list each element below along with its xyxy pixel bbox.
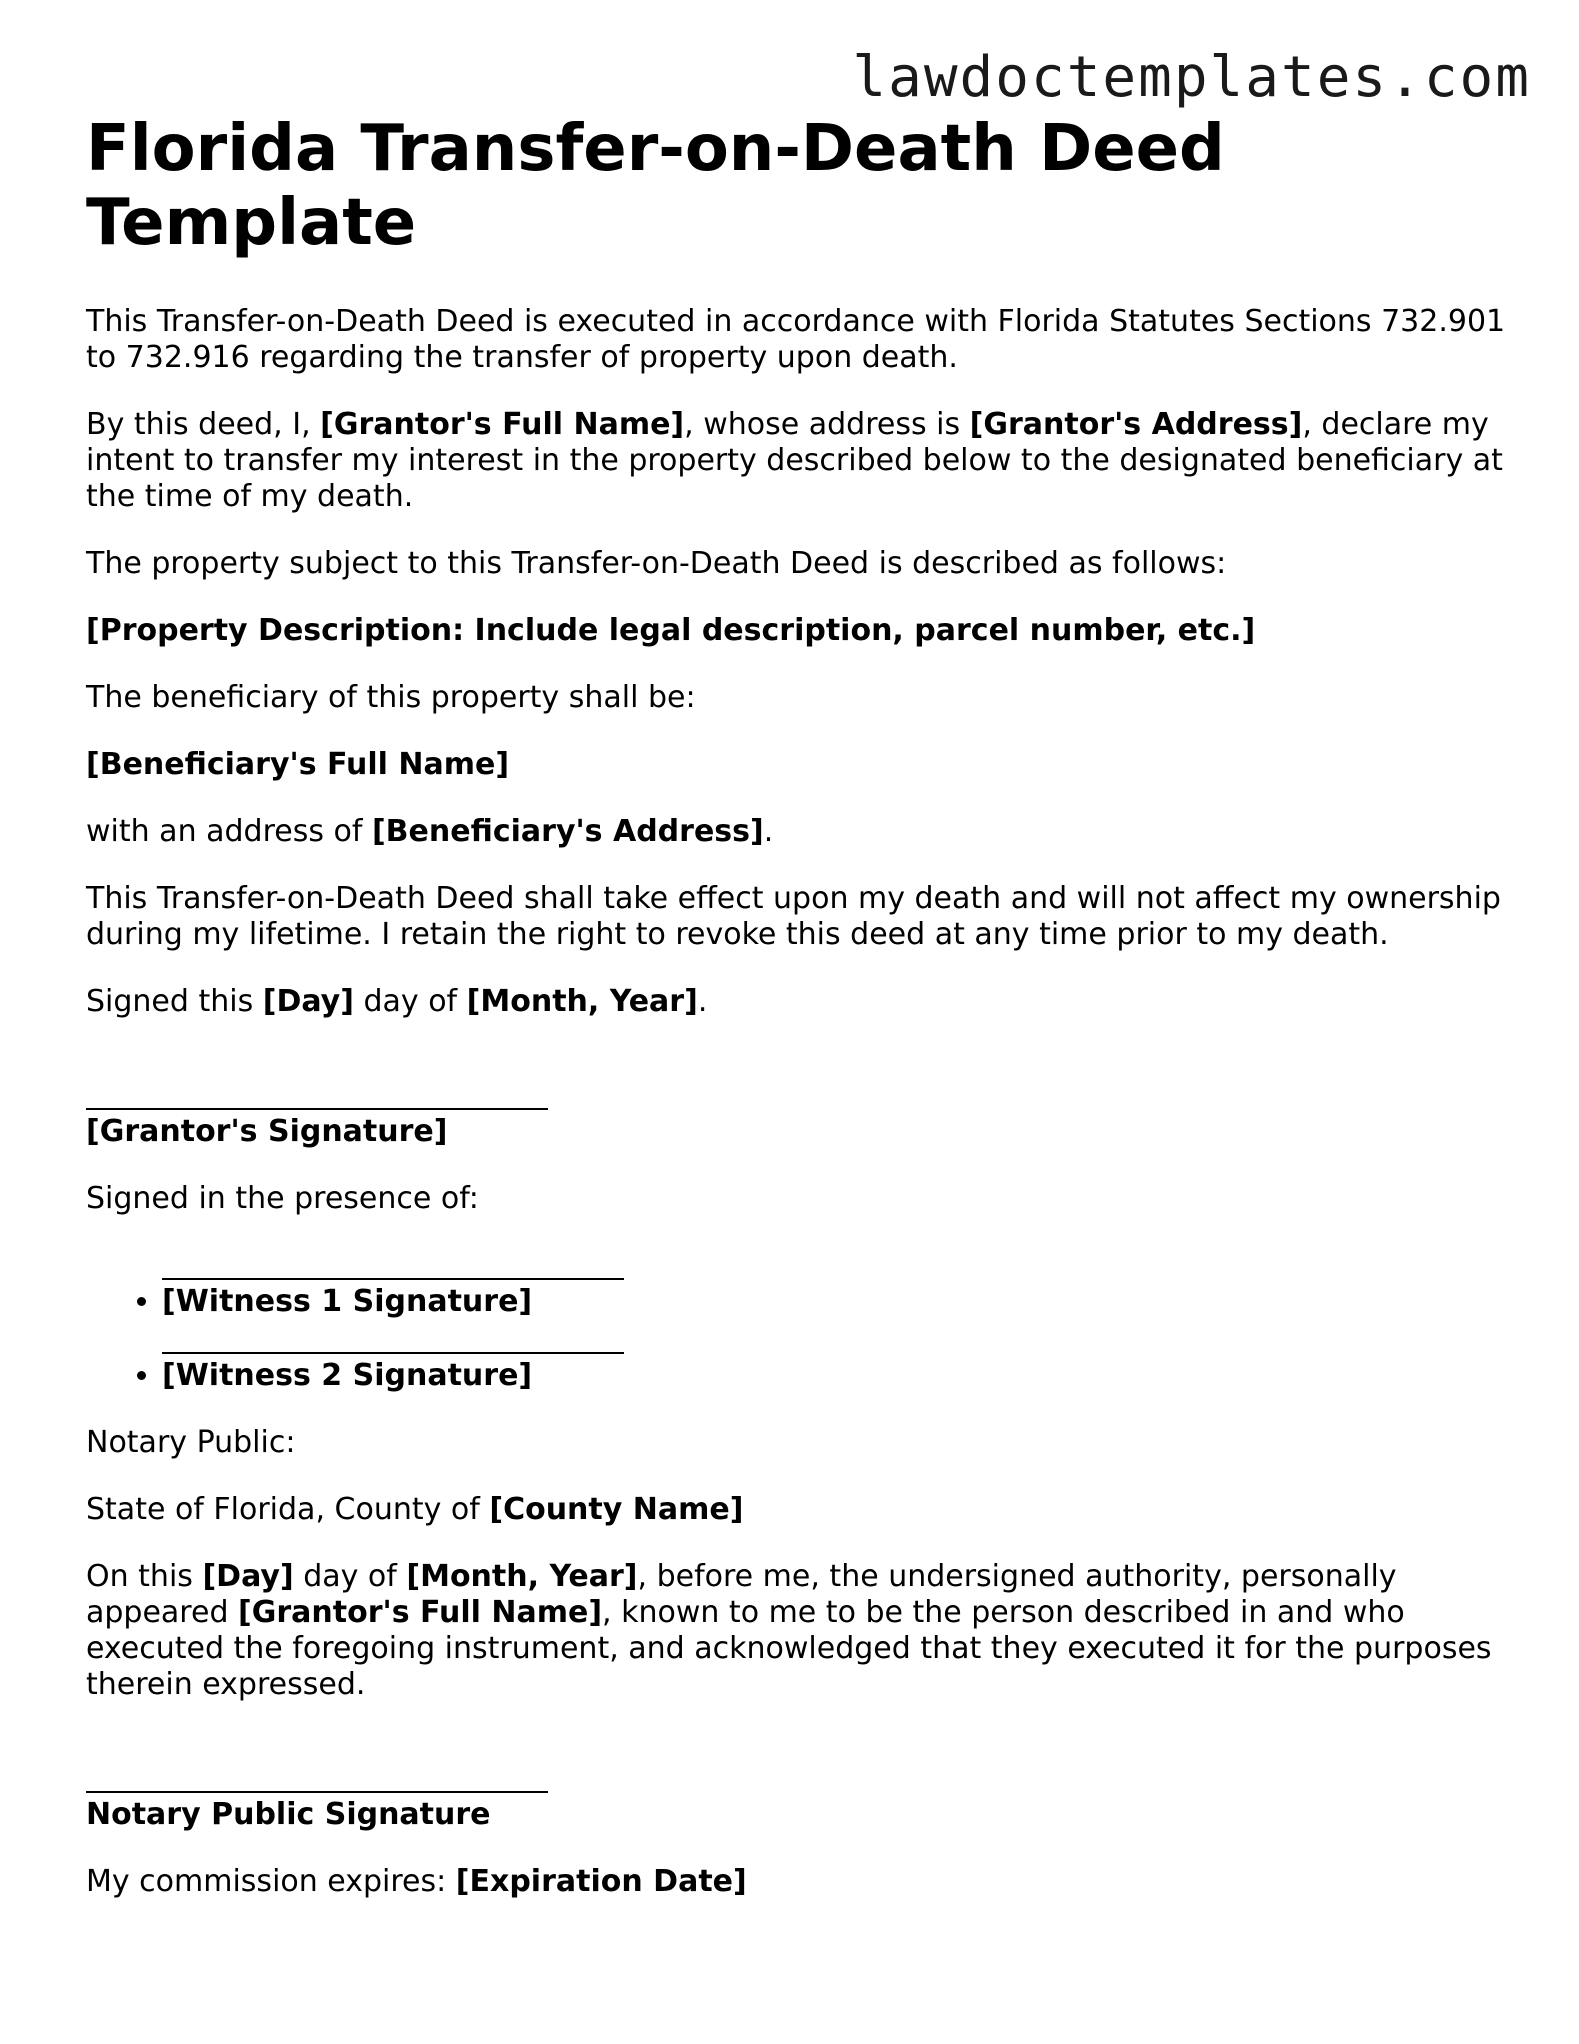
witness-list xyxy=(86,1248,1506,1394)
beneficiary-intro-paragraph: The beneficiary of this property shall be: xyxy=(86,680,696,715)
text: On this xyxy=(86,1559,203,1594)
intro-paragraph: This Transfer-on-Death Deed is executed in accordance with Florida Statutes Sections 732.901 to 732.916 regarding the transfer of property upon death. xyxy=(86,304,1506,375)
commission-paragraph xyxy=(86,1864,1506,1900)
day-placeholder: [Day] xyxy=(202,1559,294,1594)
beneficiary-name-placeholder xyxy=(86,747,1506,783)
text: , before me, the undersigned authority, personally appeared xyxy=(86,1559,1397,1630)
witness-1-signature-label: • [Witness 1 Signature] xyxy=(162,1284,533,1319)
text: . xyxy=(697,984,708,1019)
property-description-text: [Property Description: Include legal description, parcel number, etc.] xyxy=(86,613,1256,648)
text: State of Florida, County of xyxy=(86,1492,490,1527)
notary-signature-block xyxy=(86,1761,1506,1833)
beneficiary-address-placeholder: [Beneficiary's Address] xyxy=(371,814,764,849)
text: My commission expires: xyxy=(86,1864,456,1899)
text: Signed this xyxy=(86,984,263,1019)
notary-signature-label: Notary Public Signature xyxy=(86,1797,491,1832)
text: , known to me to be the person described in and who executed the foregoing instrument, and acknowledged that they executed it for the purposes therein expressed. xyxy=(86,1595,1492,1702)
text: , declare my intent to transfer my interest in the property described below to the designated beneficiary at the time of my death. xyxy=(86,407,1503,514)
state-county-paragraph xyxy=(86,1492,1506,1528)
day-placeholder: [Day] xyxy=(262,984,354,1019)
month-year-placeholder: [Month, Year] xyxy=(466,984,698,1019)
grantor-signature-line xyxy=(86,1078,548,1110)
text: , whose address is xyxy=(684,407,970,442)
grantor-signature-block xyxy=(86,1078,1506,1150)
text: By this deed, I, xyxy=(86,407,321,442)
signed-date-paragraph xyxy=(86,984,1506,1020)
property-description-placeholder xyxy=(86,613,1506,649)
list-item xyxy=(162,1248,1506,1320)
grantor-name-placeholder: [Grantor's Full Name] xyxy=(238,1595,603,1630)
list-item xyxy=(162,1322,1506,1394)
grantor-paragraph xyxy=(86,407,1506,515)
text: day of xyxy=(353,984,467,1019)
month-year-placeholder: [Month, Year] xyxy=(406,1559,638,1594)
expiration-date-placeholder: [Expiration Date] xyxy=(455,1864,747,1899)
site-watermark: lawdoctemplates.com xyxy=(852,45,1531,110)
acknowledgment-paragraph xyxy=(86,1559,1506,1703)
county-name-placeholder: [County Name] xyxy=(489,1492,744,1527)
beneficiary-name-text: [Beneficiary's Full Name] xyxy=(86,747,510,782)
page-title: Florida Transfer-on-Death Deed Template xyxy=(86,112,1225,260)
text: with an address of xyxy=(86,814,372,849)
grantor-signature-label: [Grantor's Signature] xyxy=(86,1114,448,1149)
witness-2-signature-line xyxy=(162,1322,624,1354)
witness-1-signature-line xyxy=(162,1248,624,1280)
property-intro-paragraph: The property subject to this Transfer-on-Death Deed is described as follows: xyxy=(86,546,1227,581)
notary-heading: Notary Public: xyxy=(86,1425,296,1460)
text: day of xyxy=(293,1559,407,1594)
effect-paragraph: This Transfer-on-Death Deed shall take effect upon my death and will not affect my ownership during my lifetime. I retain the right to revoke this deed at any time prior to my death. xyxy=(86,881,1501,952)
text: . xyxy=(763,814,774,849)
grantor-name-placeholder: [Grantor's Full Name] xyxy=(320,407,685,442)
notary-signature-line xyxy=(86,1761,548,1793)
beneficiary-address-paragraph xyxy=(86,814,1506,850)
document-page xyxy=(86,112,1506,1931)
witness-2-signature-label: • [Witness 2 Signature] xyxy=(162,1358,533,1393)
presence-paragraph: Signed in the presence of: xyxy=(86,1181,479,1216)
grantor-address-placeholder: [Grantor's Address] xyxy=(969,407,1303,442)
